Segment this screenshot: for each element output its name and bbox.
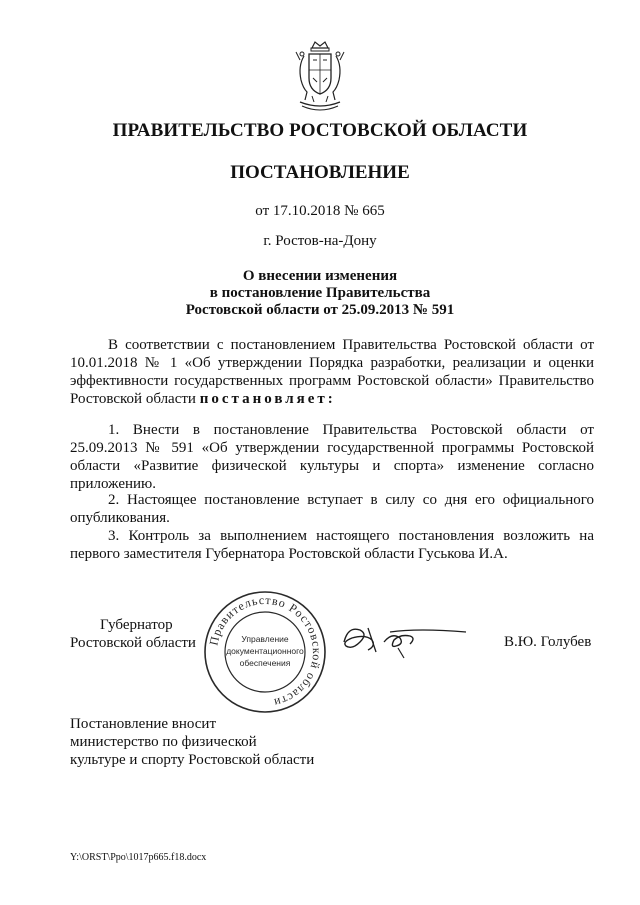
svg-text:Правительство Ростовской облас: Правительство Ростовской области <box>206 592 325 711</box>
item-2-paragraph: 2. Настоящее постановление вступает в силу со дня его официального опубликования. <box>70 492 594 526</box>
position-line-2: Ростовской области <box>70 635 196 651</box>
subject-line-2: в постановление Правительства <box>209 285 431 301</box>
document-city: г. Ростов-на-Дону <box>263 233 377 249</box>
governor-name: В.Ю. Голубев <box>504 634 592 650</box>
svg-text:документационного: документационного <box>226 646 304 656</box>
preamble-text: В соответствии с постановлением Правительства Ростовской области от 10.01.2018 № 1 «Об утверждении Порядка разработки, реализации и оценки эффективности государственных программ Ростовской области» Правительство Ростовской области <box>70 337 594 407</box>
footer-line-3: культуре и спорту Ростовской области <box>70 752 315 768</box>
position-line-1: Губернатор <box>100 617 173 633</box>
subject-line-3: Ростовской области от 25.09.2013 № 591 <box>185 302 455 318</box>
submitted-by-note <box>70 715 314 769</box>
item-3-paragraph: 3. Контроль за выполнением настоящего постановления возложить на первого заместителя Губернатора Ростовской области Гуськова И.А. <box>70 528 594 562</box>
subject-line-1: О внесении изменения <box>242 268 398 284</box>
item-1-paragraph: 1. Внести в постановление Правительства Ростовской области от 25.09.2013 № 591 «Об утверждении государственной программы Ростовской области «Развитие физической культуры и спорта» изменение согласно приложению. <box>70 422 594 492</box>
official-stamp <box>203 590 327 714</box>
decision-word: постановляет: <box>199 391 336 407</box>
preamble-paragraph <box>70 336 594 408</box>
svg-text:Управление: Управление <box>241 634 289 644</box>
document-type-title: ПОСТАНОВЛЕНИЕ <box>230 162 410 183</box>
svg-text:обеспечения: обеспечения <box>239 658 291 668</box>
footer-line-2: министерство по физической <box>70 734 257 750</box>
coat-of-arms-emblem <box>292 40 348 114</box>
document-subject <box>0 268 640 319</box>
file-path: Y:\ORST\Ppo\1017p665.f18.docx <box>70 852 207 863</box>
footer-line-1: Постановление вносит <box>70 716 217 732</box>
handwritten-signature <box>338 612 468 662</box>
organization-title: ПРАВИТЕЛЬСТВО РОСТОВСКОЙ ОБЛАСТИ <box>112 120 528 141</box>
document-date-number: от 17.10.2018 № 665 <box>255 203 385 219</box>
signatory-position <box>70 616 196 652</box>
